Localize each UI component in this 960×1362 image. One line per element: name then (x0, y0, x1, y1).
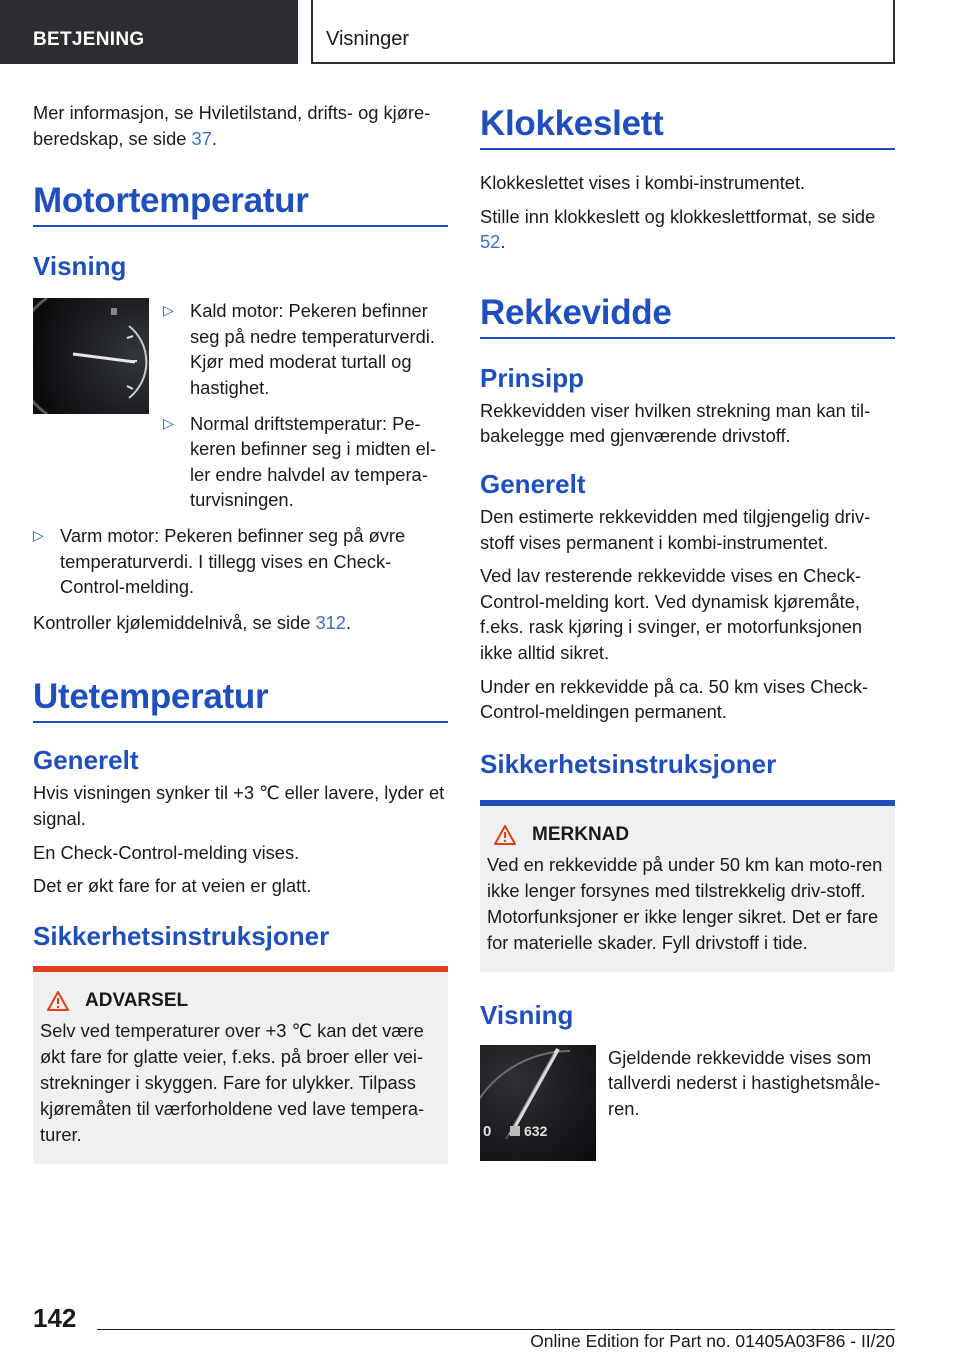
subheading-visning-range: Visning (480, 999, 574, 1030)
intro-paragraph: Mer informasjon, se Hviletilstand, drifts- og kjøre-beredskap, se side 37. (33, 102, 431, 149)
subheading-generelt: Generelt (33, 745, 139, 776)
page-link-312[interactable]: 312 (315, 611, 346, 633)
heading-rekkevidde: Rekkevidde (480, 293, 895, 339)
outside-paragraph: Hvis visningen synker til +3 ℃ eller lavere, lyder et signal. (33, 782, 445, 829)
left-column (33, 100, 448, 1164)
section-label: BETJENING (0, 0, 298, 64)
coolant-note: Kontroller kjølemiddelnivå, se side 312. (33, 611, 352, 633)
bullet-cold-engine: ▷ Kald motor: Pekeren befinner seg på nedre temperaturverdi. Kjør med moderat turtall og hastighet. (163, 298, 448, 400)
outside-paragraph: En Check-Control-melding vises. (33, 841, 300, 863)
principle-paragraph: Rekkevidden viser hvilken strekning man kan til-bakelegge med gjenværende drivstoff. (480, 399, 871, 447)
range-display-text: Gjeldende rekkevidde vises som tallverdi nederst i hastighetsmåle-ren. (608, 1046, 881, 1119)
triangle-bullet-icon: ▷ (163, 414, 174, 431)
heading-utetemperatur: Utetemperatur (33, 677, 448, 723)
triangle-bullet-icon: ▷ (33, 526, 44, 543)
bullet-hot-engine: ▷ Varm motor: Pekeren befinner seg på øvre temperaturverdi. I tillegg vises en Check-Control-melding. (33, 523, 448, 600)
subheading-generelt-range: Generelt (480, 468, 586, 499)
heading-motortemperatur: Motortemperatur (33, 181, 448, 227)
gauge-zero-label: 0 (483, 1122, 492, 1140)
subheading-prinsipp: Prinsipp (480, 362, 585, 393)
clock-settings-paragraph: Stille inn klokkeslett og klokkeslettformat, se side 52. (480, 205, 876, 253)
range-gauge-image (480, 1045, 596, 1161)
subheading-sikkerhet: Sikkerhetsinstruksjoner (33, 920, 330, 951)
heading-klokkeslett: Klokkeslett (480, 104, 895, 150)
warning-triangle-icon (494, 825, 516, 845)
warning-text: Selv ved temperaturer over +3 ℃ kan det være økt fare for glatte veier, f.eks. på broer eller vei-strekninger i skyggen. Fare for ulykker. Tilpass kjøremåten til værforholdene ved lave tempera-turer. (40, 1019, 425, 1145)
edition-text: Online Edition for Part no. 01405A03F86 - II/20 (530, 1331, 895, 1351)
range-paragraph: Ved lav resterende rekkevidde vises en Check-Control-melding kort. Ved dynamisk kjøremåte, f.eks. rask kjøring i svinger, er motorfunksjonen ikke alltid sikret. (480, 565, 863, 663)
subheading-visning: Visning (33, 251, 127, 282)
gauge-range-value: 632 (524, 1122, 548, 1139)
range-paragraph: Under en rekkevidde på ca. 50 km vises Check-Control-meldingen permanent. (480, 675, 869, 723)
page-link-52[interactable]: 52 (480, 231, 501, 253)
footer-divider (97, 1329, 895, 1330)
triangle-bullet-icon: ▷ (163, 302, 174, 319)
temperature-display-block (33, 298, 448, 523)
range-paragraph: Den estimerte rekkevidden med tilgjengelig driv-stoff vises permanent i kombi-instrumentet. (480, 505, 871, 553)
page-link-37[interactable]: 37 (191, 127, 212, 149)
subheading-sikkerhet-range: Sikkerhetsinstruksjoner (480, 748, 777, 779)
outside-paragraph: Det er økt fare for at veien er glatt. (33, 875, 312, 897)
temperature-gauge-image (33, 298, 149, 414)
notice-label: MERKNAD (532, 823, 630, 845)
notice-box (480, 800, 895, 972)
right-column (480, 104, 895, 1161)
range-display-block (480, 1045, 895, 1161)
warning-label: ADVARSEL (85, 989, 189, 1011)
warning-box (33, 966, 448, 1164)
warning-triangle-icon (47, 991, 69, 1011)
notice-text: Ved en rekkevidde på under 50 km kan moto-ren ikke lenger forsynes med tilstrekkelig driv-stoff. Motorfunksjoner er ikke lenger sikret. Det er fare for materielle skader. Fyll drivstoff i tide. (487, 853, 883, 953)
clock-paragraph: Klokkeslettet vises i kombi-instrumentet. (480, 172, 806, 193)
page-number: 142 (33, 1303, 77, 1333)
bullet-normal-temp: ▷ Normal driftstemperatur: Pe-keren befinner seg i midten el-ler endre halvdel av tempera-turvisningen. (163, 411, 448, 513)
page-header-title: Visninger (311, 0, 895, 64)
